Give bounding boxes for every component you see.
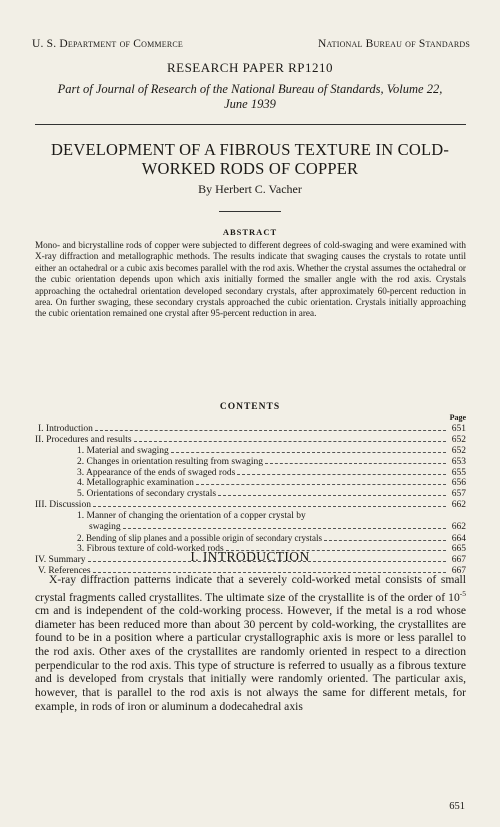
toc-leader [123,528,446,529]
toc-entry-page: 656 [451,478,466,489]
header-rule [35,124,466,125]
toc-entry-label: 1. Manner of changing the orientation of a copper crystal by [77,511,306,522]
toc-entry-label: V. References [38,565,91,576]
abstract-heading: ABSTRACT [222,227,278,237]
running-header [32,38,470,50]
toc-entry-page: 667 [451,565,466,576]
toc-entry[interactable] [35,435,466,446]
contents-heading: CONTENTS [219,402,281,412]
toc-leader [93,506,446,507]
toc-entry-label: 3. Appearance of the ends of swaged rods [77,467,236,478]
toc-entry-page: 667 [451,554,466,565]
introduction-text [35,573,466,713]
toc-entry-label: 4. Metallographic examination [77,478,194,489]
toc-entry-page: 651 [451,424,466,434]
toc-entry[interactable] [35,522,466,533]
page-number: 651 [449,801,465,812]
author-rule [219,211,281,212]
toc-entry[interactable] [35,468,466,479]
research-paper-id: RESEARCH PAPER RP1210 [166,60,334,75]
toc-entry-page: 662 [451,500,466,511]
toc-entry-page: 657 [451,489,466,500]
toc-entry-label: II. Procedures and results [35,434,132,445]
bureau-name: National Bureau of Standards [318,38,470,50]
toc-entry-page: 652 [451,434,466,445]
author-line: By Herbert C. Vacher [198,182,302,196]
toc-leader [134,441,446,442]
toc-leader [324,540,446,541]
toc-entry[interactable] [35,457,466,468]
paper-title [25,140,475,178]
journal-line-2: June 1939 [224,97,276,111]
department-name: U. S. Department of Commerce [32,38,183,50]
toc-entry-page: 655 [451,467,466,478]
toc-entry-page: 653 [451,456,466,467]
toc-entry[interactable] [35,511,466,522]
toc-entry-page: 664 [451,533,466,544]
toc-entry-label: 3. Fibrous texture of cold-worked rods [77,543,224,554]
toc-leader [265,463,446,464]
journal-citation [40,82,460,112]
toc-entry-label: 5. Orientations of secondary crystals [77,489,217,500]
toc-entry-label: 1. Material and swaging [77,445,169,456]
toc-entry-label: I. Introduction [38,424,93,434]
journal-line-1: Part of Journal of Research of the National Bureau of Standards, Volume 22, [57,82,443,96]
toc-leader [95,430,446,431]
toc-leader [196,484,446,485]
toc-entry-page: 652 [451,445,466,456]
abstract-text: Mono- and bicrystalline rods of copper were subjected to different degrees of cold-swaging and were examined with X-ray diffraction and metallographic methods. The results indicate that swaging causes the crystals to rotate until either an octahedral or a cubic axis becomes parallel with the rod axis. Whether the crystal assumes the octahedral or the cubic orientation depends upon which axis initially formed the smaller angle with the rod axis. Crystals approaching the octahedral orientation developed secondary crystals, after approximately 60-percent reduction in area. On further swaging, these secondary crystals approached the cubic orientation. Crystals initially approaching the cubic orientation remained one crystal after 95-percent reduction in area. [35,240,466,319]
contents-page-label: Page [449,413,466,422]
toc-entry-label: swaging [89,522,121,533]
toc-entry-page: 665 [451,543,466,554]
toc-entry-label: IV. Summary [35,554,86,565]
toc-leader [171,452,446,453]
toc-leader [218,495,446,496]
toc-entry[interactable] [35,489,466,500]
toc-entry[interactable] [35,446,466,457]
section-heading: I. INTRODUCTION [190,549,310,564]
toc-entry[interactable] [35,424,466,435]
toc-entry[interactable] [35,533,466,544]
title-line-1: DEVELOPMENT OF A FIBROUS TEXTURE IN COLD- [50,140,450,159]
body-exponent: -5 [459,588,466,598]
toc-entry-label: III. Discussion [35,500,91,511]
toc-entry-label: 2. Changes in orientation resulting from swaging [77,456,264,467]
toc-leader [237,474,446,475]
title-line-2: WORKED RODS OF COPPER [141,159,359,178]
toc-entry-label: 2. Bending of slip planes and a possible origin of secondary crystals [77,532,322,543]
body-text-part-2: cm and is independent of the cold-working process. However, if the metal is a rod whose diameter has been reduced more than about 30 percent by cold-working, the crystallites are found to be in a position where a particular crystallographic axis is more or less parallel to the rod axis. Other axes of the crystallites are randomly oriented in respect to a direction perpendicular to the rod axis. This type of structure is referred to usually as a fibrous texture and is developed from crystals that initially were randomly oriented. The particular axis, however, that is parallel to the rod axis is not always the same for different metals, for example, in rods of iron or aluminum a dodecahedral axis [35,604,466,713]
toc-entry[interactable] [35,500,466,511]
toc-entry-page: 662 [451,522,466,533]
body-text-part-1: X-ray diffraction patterns indicate that a severely cold-worked metal consists of small crystal fragments called crystallites. The ultimate size of the crystallite is of the order of 10 [35,573,466,604]
toc-entry[interactable] [35,478,466,489]
